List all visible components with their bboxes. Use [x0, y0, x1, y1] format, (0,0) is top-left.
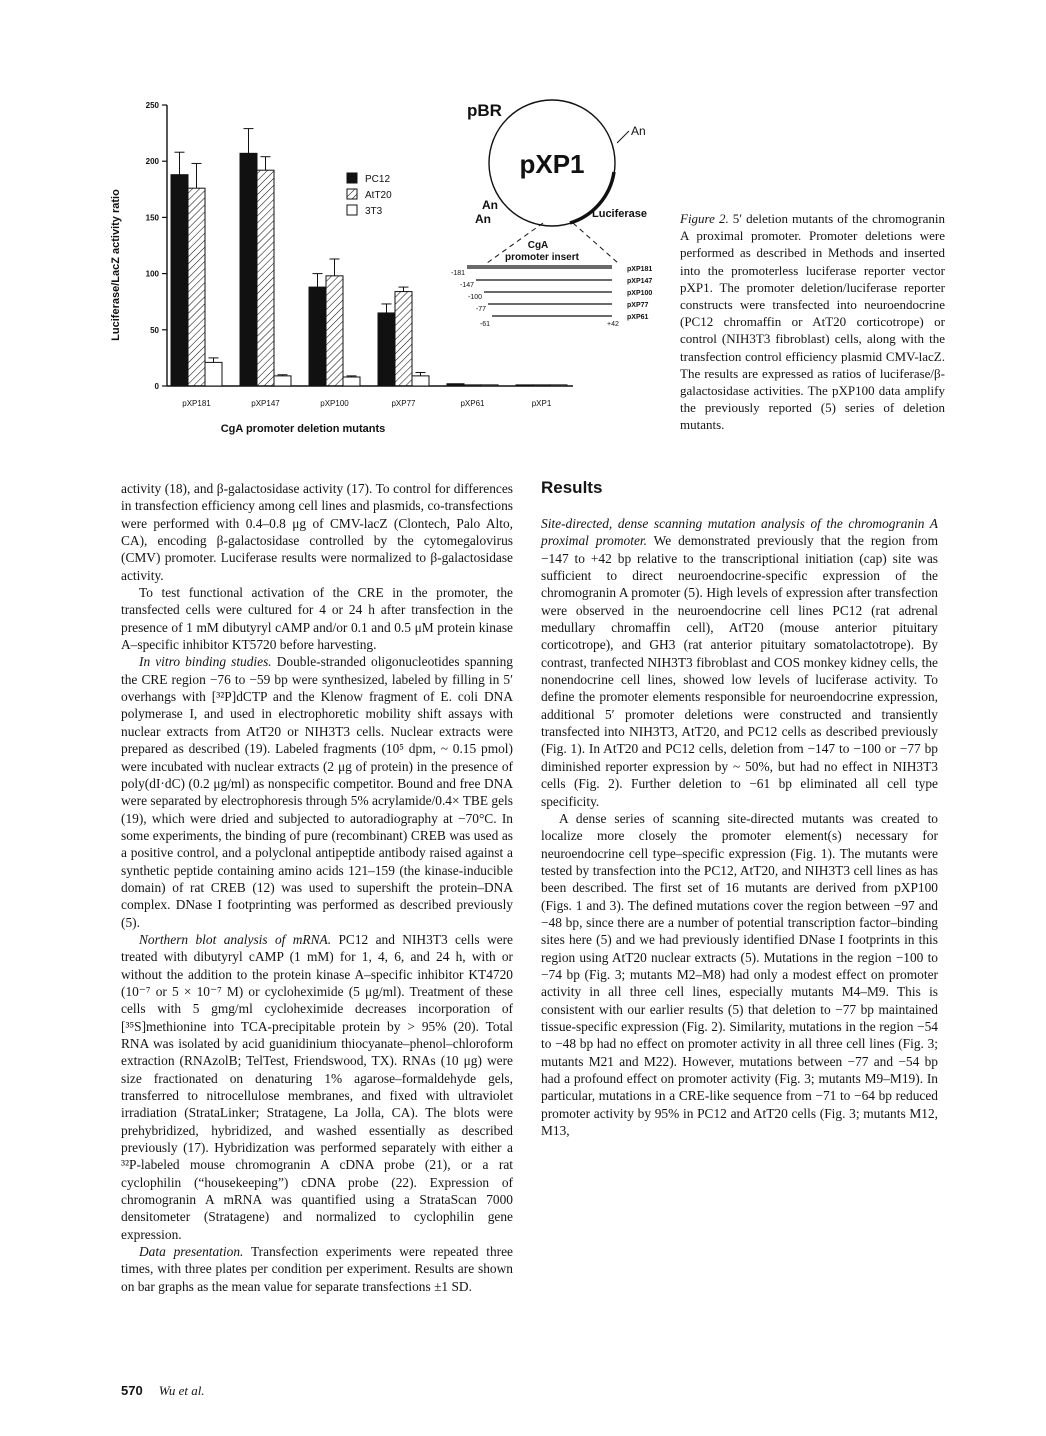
- insert-dash-right: [573, 223, 618, 263]
- bar-3t3-pxp1: [550, 385, 567, 386]
- luciferase-label: Luciferase: [592, 208, 648, 220]
- results-heading: Results: [541, 478, 603, 497]
- bar-att20-pxp77: [395, 292, 412, 386]
- y-tick-label: 100: [145, 269, 159, 279]
- methods-paragraph: [121, 1243, 513, 1295]
- figure-caption: [680, 210, 945, 434]
- insert-label-promoter: promoter insert: [505, 252, 579, 263]
- construct-label: pXP77: [627, 302, 649, 309]
- results-paragraph: A dense series of scanning site-directed mutants was created to localize more closely the promoter element(s) necessary for neuroendocrine cell type–specific expression (Fig. 1). The mutants were tested by transfection into the PC12, AtT20, and NIH3T3 cell lines as has been described. The first set of 16 mutants are derived from pXP100 (Figs. 1 and 3). The defined mutations cover the region between −97 and −48 bp, since there are a number of potential transcription factor–binding sites here (5) and we had previously identified DNase I footprints in this region using AtT20 nuclear extracts (5). Mutations in the region −100 to −74 bp (Fig. 3; mutants M2–M8) had only a modest effect on promoter activity in all three cell lines, especially mutants M4–M9. This is consistent with our earlier results (5) that deletion to −77 bp maintained tissue-specific expression (Fig. 2). Similarity, mutations in the region −54 to −48 bp had no effect on promoter activity in all three cell lines (Fig. 3; mutants M21 and M22). However, mutations between −77 and −54 bp had a profound effect on promoter activity (Fig. 3; mutants M9–M19). In particular, mutations in a CRE-like sequence from −71 to −64 bp reduced promoter activity by 95% in PC12 and AtT20 cells (Fig. 3; mutants M12, M13,: [541, 810, 938, 1139]
- left-column: [121, 480, 513, 1295]
- construct-label: pXP147: [627, 278, 653, 285]
- y-tick-label: 200: [145, 157, 159, 167]
- bar-pc12-pxp147: [240, 153, 257, 386]
- x-tick-label: pXP181: [182, 399, 211, 408]
- legend-label-pc12: PC12: [365, 174, 391, 185]
- plasmid-name: pXP1: [519, 149, 585, 179]
- bar-pc12-pxp77: [378, 313, 395, 386]
- y-axis-label: Luciferase/LacZ activity ratio: [110, 189, 122, 341]
- x-tick-label: pXP61: [460, 399, 485, 408]
- chart-legend: [347, 173, 392, 217]
- bar-3t3-pxp100: [343, 377, 360, 386]
- methods-paragraph: activity (18), and β-galactosidase activity (17). To control for differences in transfection efficiency among cell lines and plasmids, co-transfections were performed with 0.4–0.8 μg of CMV-lacZ (Clontech, Palo Alto, CA), encoding β-galactosidase controlled by the cytomegalovirus (CMV) promoter. Luciferase results were normalized to β-galactosidase activity.: [121, 481, 513, 583]
- bar-att20-pxp100: [326, 276, 343, 386]
- caption-text: 5′ deletion mutants of the chromogranin A proximal promoter. Promoter deletions were performed as described in Methods and inserted into the promoterless luciferase reporter vector pXP1. The promoter deletion/luciferase reporter constructs were transfected into neuroendocrine (PC12 chromaffin or AtT20 corticotrope) or control (NIH3T3 fibroblast) cells, along with the transfection control efficiency plasmid CMV-lacZ. The results are expressed as ratios of luciferase/β-galactosidase activities. The pXP100 data amplify the previously reported (5) series of deletion mutants.: [680, 211, 945, 433]
- subsection-title: Data presentation.: [139, 1244, 244, 1260]
- subsection-title: In vitro binding studies.: [139, 654, 272, 670]
- methods-paragraph: To test functional activation of the CRE in the promoter, the transfected cells were cultured for 4 or 24 h after transfection in the presence of 1 mM dibutyryl cAMP and/or 0.1 and 0.5 μM protein kinase A–specific inhibitor KT5720 before harvesting.: [121, 585, 513, 653]
- bar-3t3-pxp181: [205, 362, 222, 386]
- legend-label-3t3: 3T3: [365, 206, 383, 217]
- end-position-label: +42: [607, 321, 619, 328]
- subsection-title: Northern blot analysis of mRNA.: [139, 931, 332, 947]
- page-number: 570: [121, 1383, 143, 1398]
- bar-3t3-pxp61: [481, 385, 498, 386]
- x-axis-label: CgA promoter deletion mutants: [220, 423, 386, 435]
- page-footer: [121, 1383, 205, 1399]
- subsection-title: Site-directed, dense scanning mutation analysis of the chromogranin A proximal promoter.: [541, 516, 938, 549]
- start-position-label: -61: [479, 321, 490, 328]
- figure-2: [95, 95, 675, 475]
- start-position-label: -181: [450, 270, 465, 277]
- start-position-label: -147: [459, 282, 474, 289]
- plasmid-diagram: [451, 100, 652, 328]
- x-tick-label: pXP1: [531, 399, 552, 408]
- construct-label: pXP181: [627, 266, 653, 273]
- methods-paragraph: [121, 653, 513, 931]
- y-tick-label: 0: [154, 382, 159, 391]
- insert-label-cga: CgA: [527, 240, 549, 251]
- an-pointer-right: [617, 131, 629, 143]
- y-tick-label: 150: [145, 213, 159, 223]
- bar-att20-pxp61: [464, 385, 481, 386]
- bar-pc12-pxp100: [309, 287, 326, 386]
- bar-3t3-pxp77: [412, 376, 429, 386]
- paragraph-text: We demonstrated previously that the region from −147 to +42 bp relative to the transcriptional initiation (cap) site was sufficient to direct neuroendocrine-specific expression of the chromogranin A promoter (5). High levels of expression after transfection were observed in the neuroendocrine cell lines PC12 (rat adrenal medullary chromaffin cell), AtT20 (mouse anterior pituitary corticotrope), and GH3 (rat anterior pituitary somatolactotrope). By contrast, tranfected NIH3T3 fibroblast and COS monkey kidney cells, the nonendocrine cell lines, showed low levels of luciferase activity. To define the promoter elements responsible for neuroendocrine expression, additional 5′ promoter deletions were constructed and transiently transfected into NIH3T3, AtT20, and PC12 cells as described previously (Fig. 1). In AtT20 and PC12 cells, deletion from −147 to −100 or −77 bp diminished reporter expression by ~ 50%, but had no effect in NIH3T3 cells (Fig. 2). Further deletion to −61 bp eliminated all cell type specificity.: [541, 533, 938, 809]
- bar-pc12-pxp1: [516, 385, 533, 386]
- pbr-label: pBR: [467, 101, 502, 120]
- right-column: [541, 515, 938, 1139]
- caption-label: Figure 2.: [680, 211, 729, 226]
- y-tick-label: 250: [145, 101, 159, 110]
- construct-label: pXP61: [627, 314, 649, 321]
- legend-swatch-pc12: [347, 173, 357, 183]
- start-position-label: -77: [475, 306, 486, 313]
- bar-att20-pxp147: [257, 170, 274, 386]
- an-label-left: An: [482, 198, 498, 212]
- paragraph-text: Transfection experiments were repeated three times, with three plates per condition per experiment. Results are shown on bar graphs as the mean value for separate transfections ±1 SD.: [121, 1244, 513, 1294]
- running-authors: Wu et al.: [158, 1383, 205, 1398]
- bar-pc12-pxp181: [171, 175, 188, 386]
- legend-swatch-att20: [347, 189, 357, 199]
- bar-pc12-pxp61: [447, 384, 464, 386]
- x-tick-label: pXP147: [251, 399, 280, 408]
- an-label-left-2: An: [475, 212, 491, 226]
- start-position-label: -100: [467, 294, 482, 301]
- y-tick-label: 50: [150, 325, 159, 335]
- an-label-right: An: [631, 124, 646, 138]
- x-tick-label: pXP77: [391, 399, 416, 408]
- legend-label-att20: AtT20: [365, 190, 392, 201]
- legend-swatch-3t3: [347, 205, 357, 215]
- x-tick-label: pXP100: [320, 399, 349, 408]
- bar-att20-pxp1: [533, 385, 550, 386]
- paragraph-text: Double-stranded oligonucleotides spanning the CRE region −76 to −59 bp were synthesized, labeled by filling in 5′ overhangs with [³²P]dCTP and the Klenow fragment of E. coli DNA polymerase I, and used in electrophoretic mobility shift assays with nuclear extracts from AtT20 or NIH3T3 cells. Nuclear extracts were prepared as described (19). Labeled fragments (10⁵ dpm, ~ 0.15 pmol) were incubated with nuclear extracts (2 μg of protein) in the presence of poly(dI·dC) (0.2 μg/ml) as nonspecific competitor. Bound and free DNA were separated by electrophoresis through 5% acrylamide/0.4× TBE gels (19), which were dried and subjected to autoradiography at −70°C. In some experiments, the binding of pure (recombinant) CREB was used as a positive control, and a polyclonal antipeptide antibody raised against a synthetic peptide containing amino acids 121–159 (the kinase-inducible domain) of rat CREB (12) was used to supershift the protein–DNA complex. DNase I footprinting was performed as described previously (5).: [121, 654, 513, 930]
- bar-3t3-pxp147: [274, 376, 291, 386]
- bar-att20-pxp181: [188, 188, 205, 386]
- paragraph-text: PC12 and NIH3T3 cells were treated with dibutyryl cAMP (1 mM) for 1, 4, 6, and 24 h, with or without the addition to the protein kinase A–specific inhibitor KT4720 (10⁻⁷ or 5 × 10⁻⁷ M) or cycloheximide (5 μg/ml). Treatment of these cells with 5 gmg/ml cycloheximide decreases incorporation of [³⁵S]methionine into TCA-precipitable protein by > 95% (20). Total RNA was isolated by acid guanidinium thiocyanate–phenol–chloroform extraction (RNAzolB; TelTest, Friendswood, TX). RNAs (10 μg) were size fractionated on denaturing 1% agarose–formaldehyde gels, transferred to nitrocellulose membranes, and fixed with ultraviolet irradiation (StrataLinker; Stratagene, La Jolla, CA). The blots were prehybridized, hybridized, and washed essentially as described previously (17). Hybridization was performed separately with either a ³²P-labeled mouse chromogranin A cDNA probe (21), or a rat cyclophilin (“housekeeping”) cDNA probe (22). Expression of chromogranin A mRNA was quantified using a StrataScan 7000 densitometer (Stratagene) and normalized to cyclophilin gene expression.: [121, 931, 513, 1242]
- results-paragraph: [541, 515, 938, 810]
- methods-paragraph: [121, 931, 513, 1243]
- construct-label: pXP100: [627, 290, 653, 297]
